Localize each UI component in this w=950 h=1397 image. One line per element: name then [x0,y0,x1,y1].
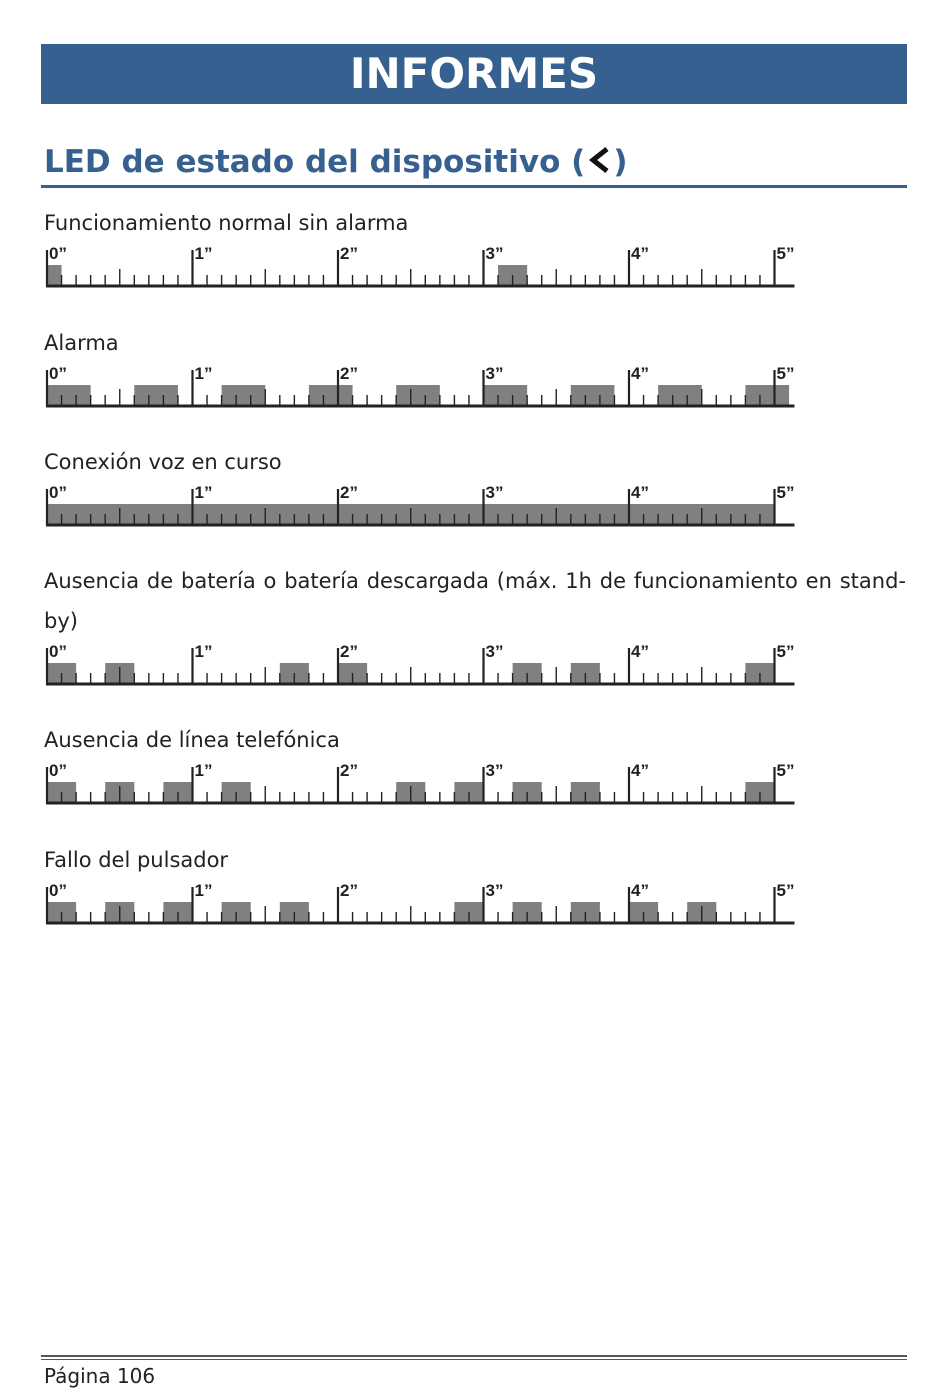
ruler-tick-label: 5” [776,761,795,780]
ruler-tick-label: 2” [340,364,358,383]
ruler-tick-label: 3” [485,642,504,661]
pattern-bateria [44,561,906,691]
page-header-banner [41,44,907,104]
timeline-chart [44,760,804,810]
ruler-tick-label: 4” [631,483,649,502]
section-title-close: ) [613,144,628,180]
led-on-pulse [47,265,62,286]
led-on-pulse [309,385,353,406]
ruler-tick-label: 2” [340,244,358,263]
pattern-label: Ausencia de línea telefónica [44,728,340,752]
ruler-tick-label: 0” [49,244,67,263]
ruler-tick-label: 1” [194,483,213,502]
page-number: Página 106 [44,1364,156,1388]
ruler-tick-label: 3” [485,483,504,502]
ruler-tick-label: 4” [631,642,649,661]
page-title: INFORMES [349,49,599,98]
pattern-label: Fallo del pulsador [44,848,229,872]
section-title-text: LED de estado del dispositivo ( [44,144,586,180]
timeline-chart [44,641,804,691]
ruler-tick-label: 3” [485,244,504,263]
led-on-pulse [396,385,440,406]
pattern-pulsador [44,840,906,930]
ruler-tick-label: 1” [194,364,213,383]
ruler-tick-label: 3” [485,364,504,383]
ruler-tick-label: 2” [340,642,358,661]
pattern-label: Alarma [44,331,119,355]
ruler-tick-label: 0” [49,364,67,383]
led-on-pulse [47,385,91,406]
pattern-alarma [44,323,906,413]
ruler-tick-label: 5” [776,642,795,661]
led-on-pulse [134,385,178,406]
pattern-label: Conexión voz en curso [44,450,282,474]
led-on-pulse [571,385,615,406]
led-on-pulse [222,385,266,406]
ruler-tick-label: 5” [776,483,795,502]
ruler-tick-label: 0” [49,642,67,661]
pattern-label: Ausencia de batería o batería descargada (máx. 1h de funcionamiento en stand-by) [44,569,906,633]
ruler-tick-label: 2” [340,881,358,900]
ruler-tick-label: 1” [194,881,213,900]
timeline-chart [44,880,804,930]
pattern-linea [44,720,906,810]
ruler-tick-label: 1” [194,761,213,780]
footer-rule-thin [41,1359,907,1360]
ruler-tick-label: 1” [194,244,213,263]
section-title [44,140,907,184]
ruler-tick-label: 2” [340,761,358,780]
footer-rule [41,1355,907,1357]
chevron-left-icon [586,145,612,175]
ruler-tick-label: 4” [631,881,649,900]
ruler-tick-label: 0” [49,483,67,502]
timeline-chart [44,363,804,413]
pattern-label: Funcionamiento normal sin alarma [44,211,409,235]
section-underline [41,185,907,188]
ruler-tick-label: 3” [485,881,504,900]
led-on-pulse [658,385,702,406]
ruler-tick-label: 0” [49,881,67,900]
ruler-tick-label: 1” [194,642,213,661]
timeline-chart [44,482,804,532]
ruler-tick-label: 2” [340,483,358,502]
ruler-tick-label: 4” [631,244,649,263]
ruler-tick-label: 4” [631,364,649,383]
ruler-tick-label: 5” [776,364,795,383]
timeline-chart [44,243,804,293]
ruler-tick-label: 3” [485,761,504,780]
pattern-normal [44,203,906,293]
ruler-tick-label: 5” [776,244,795,263]
ruler-tick-label: 4” [631,761,649,780]
led-on-pulse [745,385,789,406]
pattern-voz [44,442,906,532]
ruler-tick-label: 5” [776,881,795,900]
led-on-pulse [484,385,528,406]
ruler-tick-label: 0” [49,761,67,780]
